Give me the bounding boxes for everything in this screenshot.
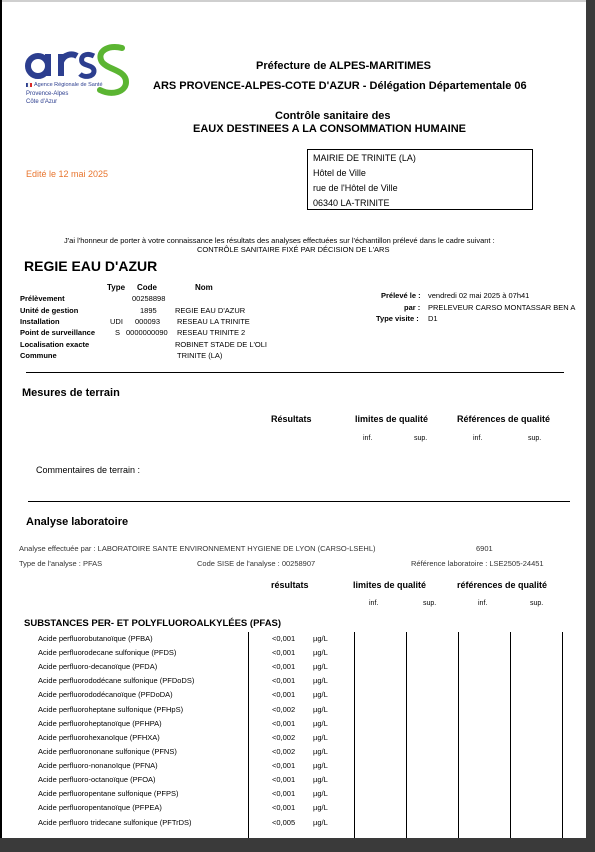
col-type-header: Type <box>107 283 126 292</box>
point-surveillance-nom: RESEAU TRINITE 2 <box>177 328 246 337</box>
pfas-row-name: Acide perfluoroheptane sulfonique (PFHpS) <box>38 705 184 714</box>
terrain-references-sup: sup. <box>528 435 542 442</box>
organization-name: REGIE EAU D'AZUR <box>24 258 158 274</box>
prelevement-label: Prélèvement <box>20 294 65 303</box>
pfas-row-value: <0,002 <box>272 733 296 742</box>
labo-limites-sup: sup. <box>423 600 437 607</box>
preleve-le-value: vendredi 02 mai 2025 à 07h41 <box>428 291 530 300</box>
recipient-line-4: 06340 LA-TRINITE <box>313 198 390 208</box>
installation-nom: RESEAU LA TRINITE <box>177 317 250 326</box>
terrain-limites-inf: inf. <box>363 435 373 442</box>
labo-col-resultats: résultats <box>271 580 309 590</box>
terrain-section-title: Mesures de terrain <box>22 387 120 399</box>
col-nom-header: Nom <box>195 283 213 292</box>
pfas-row-unit: µg/L <box>313 634 328 643</box>
unite-gestion-nom: REGIE EAU D'AZUR <box>175 306 246 315</box>
commune-label: Commune <box>20 351 57 360</box>
pfas-row-unit: µg/L <box>313 676 328 685</box>
pfas-row-unit: µg/L <box>313 648 328 657</box>
labo-effectuee-par: Analyse effectuée par : LABORATOIRE SANTE ENVIRONNEMENT HYGIENE DE LYON (CARSO-LSEHL) <box>19 544 376 553</box>
logo-subtitle-agency: Agence Régionale de Santé <box>34 82 103 88</box>
pfas-row-unit: µg/L <box>313 719 328 728</box>
terrain-col-references: Références de qualité <box>457 414 551 424</box>
terrain-references-inf: inf. <box>473 435 483 442</box>
commune-nom: TRINITE (LA) <box>177 351 223 360</box>
pfas-row-name: Acide perfluorododécane sulfonique (PFDoDS) <box>38 676 195 685</box>
point-surveillance-code: 0000000090 <box>126 328 168 337</box>
pfas-row-value: <0,002 <box>272 705 296 714</box>
prefecture-title: Préfecture de ALPES-MARITIMES <box>256 60 432 72</box>
terrain-col-resultats: Résultats <box>271 414 312 424</box>
pfas-col-line-4 <box>458 632 459 838</box>
point-surveillance-type: S <box>115 328 121 337</box>
labo-reference: Référence laboratoire : LSE2505-24451 <box>411 559 544 568</box>
logo-subtitle-region-2: Côte d'Azur <box>26 99 58 105</box>
pfas-section-title: SUBSTANCES PER- ET POLYFLUOROALKYLÉES (PFAS) <box>24 618 282 629</box>
unite-gestion-code: 1895 <box>140 306 157 315</box>
terrain-col-limites: limites de qualité <box>355 414 429 424</box>
col-code-header: Code <box>137 283 157 292</box>
pfas-row-name: Acide perfluorohexanoïque (PFHXA) <box>38 733 160 742</box>
pfas-row-value: <0,001 <box>272 775 296 784</box>
report-title-2: EAUX DESTINEES A LA CONSOMMATION HUMAINE <box>193 123 466 135</box>
pfas-row-value: <0,005 <box>272 818 296 827</box>
pfas-row-name: Acide perfluoropentane sulfonique (PFPS) <box>38 789 179 798</box>
labo-section-title: Analyse laboratoire <box>26 516 129 528</box>
pfas-col-line-2 <box>354 632 355 838</box>
unite-gestion-label: Unité de gestion <box>20 306 79 315</box>
type-visite-value: D1 <box>428 314 438 323</box>
terrain-limites-sup: sup. <box>414 435 428 442</box>
pfas-col-line-3 <box>406 632 407 838</box>
pfas-row-unit: µg/L <box>313 789 328 798</box>
installation-label: Installation <box>20 317 60 326</box>
pfas-row-value: <0,001 <box>272 662 296 671</box>
pfas-row-name: Acide perfluoroheptanoïque (PFHPA) <box>38 719 162 728</box>
pfas-row-name: Acide perfluorododécanoïque (PFDoDA) <box>38 690 173 699</box>
terrain-divider <box>28 501 570 502</box>
pfas-row-value: <0,001 <box>272 719 296 728</box>
labo-limites-inf: inf. <box>369 600 379 607</box>
localisation-label: Localisation exacte <box>20 340 90 349</box>
pfas-row-value: <0,001 <box>272 789 296 798</box>
terrain-comments-label: Commentaires de terrain : <box>36 465 141 475</box>
preleve-le-label: Prélevé le : <box>381 291 421 300</box>
pfas-row-value: <0,001 <box>272 803 296 812</box>
pfas-row-unit: µg/L <box>313 761 328 770</box>
labo-references-sup: sup. <box>530 600 544 607</box>
par-value: PRELEVEUR CARSO MONTASSAR BEN A <box>428 303 576 312</box>
pfas-row-name: Acide perfluoro-nonanoïque (PFNA) <box>38 761 158 770</box>
point-surveillance-label: Point de surveillance <box>20 328 96 337</box>
pfas-row-unit: µg/L <box>313 705 328 714</box>
delegation-title: ARS PROVENCE-ALPES-COTE D'AZUR - Délégation Départementale 06 <box>153 80 527 92</box>
ars-logo <box>22 40 134 112</box>
recipient-line-3: rue de l'Hôtel de Ville <box>313 183 398 193</box>
pfas-row-value: <0,001 <box>272 634 296 643</box>
labo-col-references: références de qualité <box>457 580 548 590</box>
pfas-row-name: Acide perfluorobutanoïque (PFBA) <box>38 634 153 643</box>
installation-code: 000093 <box>135 317 161 326</box>
viewer-right-scrollbar[interactable] <box>586 0 595 852</box>
intro-text: J'ai l'honneur de porter à votre connaissance les résultats des analyses effectuées sur l'échantillon prélevé dans le cadre suivant : <box>64 236 495 245</box>
labo-references-inf: inf. <box>478 600 488 607</box>
pfas-row-unit: µg/L <box>313 775 328 784</box>
pfas-row-name: Acide perfluoro-decanoïque (PFDA) <box>38 662 158 671</box>
logo-subtitle-region-1: Provence-Alpes <box>26 91 69 97</box>
labo-code: 6901 <box>476 544 493 553</box>
par-label: par : <box>404 303 421 312</box>
pfas-row-unit: µg/L <box>313 690 328 699</box>
sample-divider <box>26 372 564 373</box>
recipient-line-2: Hôtel de Ville <box>313 168 366 178</box>
localisation-nom: ROBINET STADE DE L'OLI <box>175 340 268 349</box>
pfas-row-value: <0,001 <box>272 690 296 699</box>
recipient-address-box <box>307 149 533 210</box>
pfas-row-unit: µg/L <box>313 733 328 742</box>
pfas-col-line-5 <box>510 632 511 838</box>
pfas-row-name: Acide perfluorodecane sulfonique (PFDS) <box>38 648 177 657</box>
pfas-row-unit: µg/L <box>313 818 328 827</box>
intro-context: CONTRÔLE SANITAIRE FIXÉ PAR DÉCISION DE L'ARS <box>197 245 390 254</box>
pfas-row-name: Acide perfluorononane sulfonique (PFNS) <box>38 747 177 756</box>
pfas-row-unit: µg/L <box>313 747 328 756</box>
pfas-row-value: <0,001 <box>272 761 296 770</box>
pfas-row-name: Acide perfluoro-octanoïque (PFOA) <box>38 775 156 784</box>
labo-code-sise: Code SISE de l'analyse : 00258907 <box>197 559 316 568</box>
page-top-edge <box>0 0 595 2</box>
pfas-row-unit: µg/L <box>313 803 328 812</box>
pfas-col-line-6 <box>562 632 563 838</box>
labo-type-analyse: Type de l'analyse : PFAS <box>19 559 103 568</box>
pfas-row-name: Acide perfluoropentanoïque (PFPEA) <box>38 803 162 812</box>
page-left-border <box>0 0 2 852</box>
edit-date: Edité le 12 mai 2025 <box>26 169 109 179</box>
type-visite-label: Type visite : <box>376 314 419 323</box>
prelevement-code: 00258898 <box>132 294 166 303</box>
installation-type: UDI <box>110 317 123 326</box>
pfas-row-value: <0,001 <box>272 676 296 685</box>
viewer-bottom-bar <box>0 838 595 852</box>
pfas-row-value: <0,001 <box>272 648 296 657</box>
pfas-row-value: <0,002 <box>272 747 296 756</box>
pfas-row-unit: µg/L <box>313 662 328 671</box>
report-title-1: Contrôle sanitaire des <box>275 110 391 122</box>
pfas-col-line-1 <box>248 632 249 838</box>
pfas-row-name: Acide perfluoro tridecane sulfonique (PFTrDS) <box>38 818 192 827</box>
labo-col-limites: limites de qualité <box>353 580 427 590</box>
recipient-line-1: MAIRIE DE TRINITE (LA) <box>313 153 416 163</box>
